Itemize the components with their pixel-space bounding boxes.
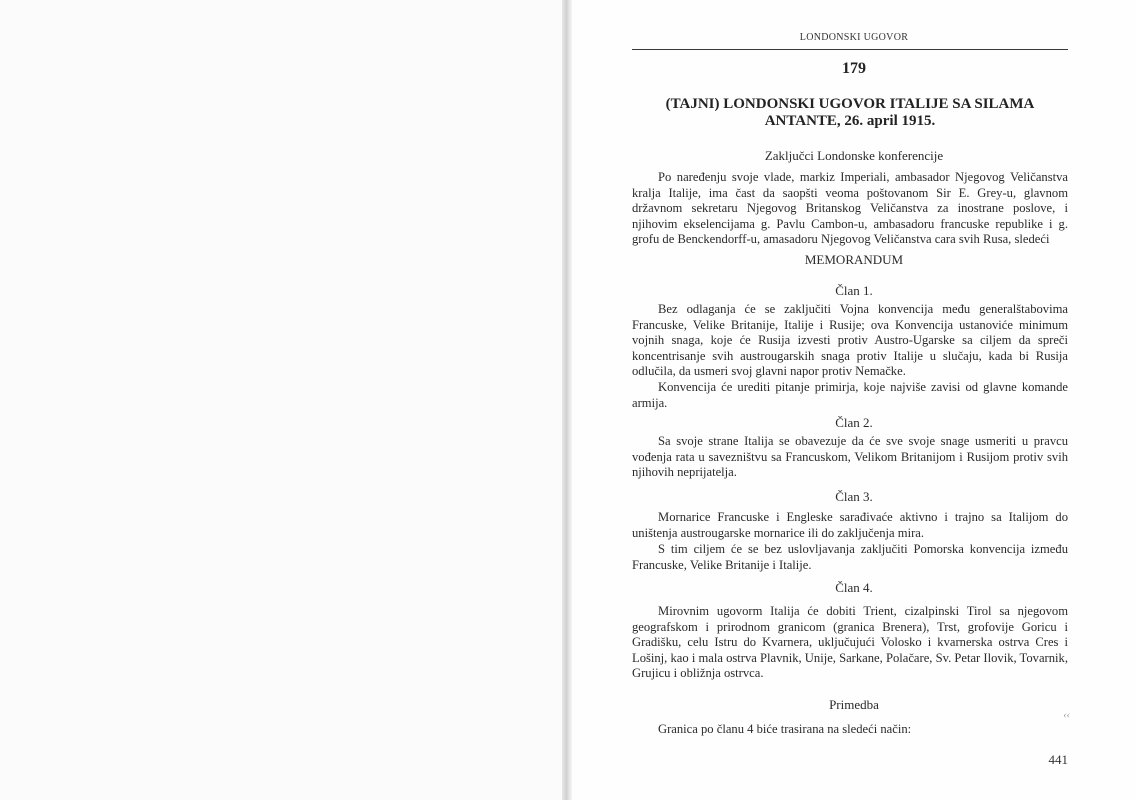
- left-page-blank: [0, 0, 566, 800]
- book-gutter: [562, 0, 572, 800]
- article-heading: Član 3.: [835, 489, 873, 504]
- article-heading: Član 2.: [835, 415, 873, 430]
- intro-paragraph: Po naređenju svoje vlade, markiz Imperiali, ambasador Njegovog Veličanstva kralja Italije, ima čast da saopšti veoma poštovanom Sir E. Grey-u, glavnom državnom sekretaru Njegovog Britanskog Veličanstva za inostrane poslove, i njihovim ekselencijama g. Pavlu Cambon-u, ambasadoru francuske republike i g. grofu de Benckendorff-u, amasadoru Njegovog Veličanstva cara svih Rusa, sledeći: [632, 170, 1068, 246]
- header-rule: [632, 49, 1068, 50]
- note-paragraph: Granica po članu 4 biće trasirana na sledeći način:: [658, 722, 912, 736]
- article-heading: Član 1.: [835, 283, 873, 298]
- article-paragraph: S tim ciljem će se bez uslovljavanja zaključiti Pomorska konvencija između Francuske, Velike Britanije i Italije.: [632, 542, 1068, 572]
- article-paragraph: Konvencija će urediti pitanje primirja, koje najviše zavisi od glavne komande armija.: [632, 380, 1068, 410]
- article-paragraph: Bez odlaganja će se zaključiti Vojna konvencija među generalštabovima Francuske, Velike Britanije, Italije i Rusije; ova Konvencija ustanoviće minimum vojnih snaga, koje će Rusija izvesti protiv Austro-Ugarske sa ciljem da spreči koncentrisanje svih austrougarskih snaga protiv Italije u slučaju, kada bi Rusija odlučila, da usmeri svoj glavni napor protiv Nemačke.: [632, 302, 1068, 378]
- right-page: [572, 0, 1136, 800]
- note-heading: Primedba: [829, 697, 879, 712]
- running-head: LONDONSKI UGOVOR: [799, 32, 909, 43]
- article-heading: Član 4.: [835, 580, 873, 595]
- article-paragraph: Sa svoje strane Italija se obavezuje da će sve svoje snage usmeriti u pravcu vođenja rata u savezništvu sa Francuskom, Velikom Britanijom i Rusijom protiv svih njihovih neprijatelja.: [632, 434, 1068, 479]
- page-number: 441: [1048, 752, 1068, 767]
- document-subtitle: Zaključci Londonske konferencije: [764, 148, 944, 163]
- margin-mark: ‹‹: [1063, 710, 1070, 721]
- article-paragraph: Mornarice Francuske i Engleske sarađivaće aktivno i trajno sa Italijom do uništenja austrougarske mornarice ili do zaključenja mira.: [632, 510, 1068, 540]
- document-number: 179: [842, 60, 866, 77]
- memorandum-heading: MEMORANDUM: [804, 252, 904, 267]
- article-paragraph: Mirovnim ugovorm Italija će dobiti Trient, cizalpinski Tirol sa njegovom geografskom i prirodnom granicom (granica Brenera), Trst, grofovije Goricu i Gradišku, celu Istru do Kvarnera, uključujući Volosko i kvarnerska ostrva Cres i Lošinj, kao i mala ostrva Plavnik, Unije, Sarkane, Polačare, Sv. Petar Ilovik, Tovarnik, Grujicu i obližnja ostrvca.: [632, 604, 1068, 680]
- document-title: (TAJNI) LONDONSKI UGOVOR ITALIJE SA SILAMA ANTANTE, 26. april 1915.: [665, 96, 1035, 129]
